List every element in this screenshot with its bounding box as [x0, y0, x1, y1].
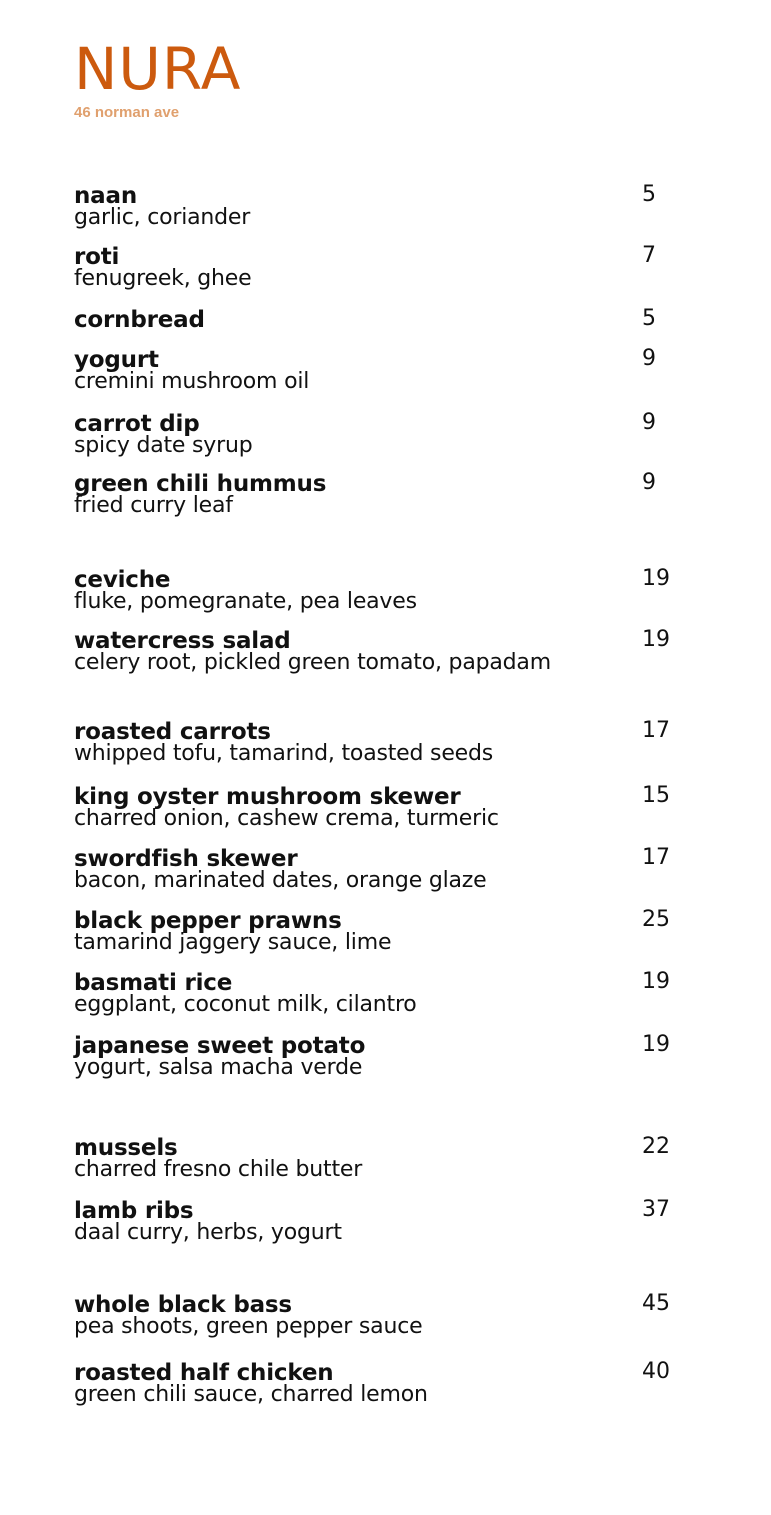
- menu-item-whole-black-bass: [74, 1291, 694, 1339]
- item-name: mussels: [74, 1135, 178, 1161]
- menu-item-roasted-half-chicken: [74, 1359, 694, 1407]
- menu-item-cornbread: [74, 306, 694, 333]
- item-description: cremini mushroom oil: [74, 369, 310, 394]
- item-description: green chili sauce, charred lemon: [74, 1382, 428, 1407]
- item-name: king oyster mushroom skewer: [74, 784, 461, 810]
- item-name: yogurt: [74, 347, 159, 373]
- item-price: 17: [642, 718, 670, 743]
- item-description: celery root, pickled green tomato, papadam: [74, 650, 551, 675]
- menu-item-king-oyster-mushroom-skewer: [74, 783, 694, 831]
- item-price: 15: [642, 783, 670, 808]
- item-description: charred fresno chile butter: [74, 1157, 363, 1182]
- menu-item-japanese-sweet-potato: [74, 1032, 694, 1080]
- brand-header: [74, 35, 242, 121]
- item-name: ceviche: [74, 567, 171, 593]
- item-name: lamb ribs: [74, 1198, 194, 1224]
- item-price: 37: [642, 1197, 670, 1222]
- item-name: black pepper prawns: [74, 908, 342, 934]
- item-name: naan: [74, 183, 137, 209]
- item-price: 19: [642, 627, 670, 652]
- item-name: whole black bass: [74, 1292, 292, 1318]
- item-name: green chili hummus: [74, 471, 327, 497]
- menu-item-carrot-dip: [74, 410, 694, 458]
- restaurant-logo: NURA: [74, 35, 242, 103]
- item-price: 9: [642, 470, 656, 495]
- item-description: fluke, pomegranate, pea leaves: [74, 589, 417, 614]
- item-description: spicy date syrup: [74, 433, 253, 458]
- item-name: carrot dip: [74, 411, 200, 437]
- item-name: basmati rice: [74, 970, 233, 996]
- item-description: garlic, coriander: [74, 205, 251, 230]
- menu-item-black-pepper-prawns: [74, 907, 694, 955]
- item-name: swordfish skewer: [74, 846, 298, 872]
- menu-item-green-chili-hummus: [74, 470, 694, 518]
- item-price: 9: [642, 346, 656, 371]
- item-description: whipped tofu, tamarind, toasted seeds: [74, 741, 494, 766]
- item-price: 19: [642, 1032, 670, 1057]
- item-price: 5: [642, 182, 656, 207]
- item-name: cornbread: [74, 307, 205, 333]
- menu-item-mussels: [74, 1134, 694, 1182]
- item-description: eggplant, coconut milk, cilantro: [74, 992, 417, 1017]
- menu-item-naan: [74, 182, 694, 230]
- item-description: daal curry, herbs, yogurt: [74, 1220, 342, 1245]
- menu-item-roti: [74, 243, 694, 291]
- item-price: 40: [642, 1359, 670, 1384]
- menu-item-roasted-carrots: [74, 718, 694, 766]
- item-price: 7: [642, 243, 656, 268]
- menu-item-ceviche: [74, 566, 694, 614]
- menu-item-basmati-rice: [74, 969, 694, 1017]
- item-description: fenugreek, ghee: [74, 266, 252, 291]
- restaurant-address: 46 norman ave: [74, 104, 180, 121]
- item-price: 19: [642, 969, 670, 994]
- menu-item-watercress-salad: [74, 627, 694, 675]
- item-description: pea shoots, green pepper sauce: [74, 1314, 423, 1339]
- item-price: 19: [642, 566, 670, 591]
- item-price: 25: [642, 907, 670, 932]
- item-price: 17: [642, 845, 670, 870]
- item-description: bacon, marinated dates, orange glaze: [74, 868, 487, 893]
- item-description: tamarind jaggery sauce, lime: [74, 930, 392, 955]
- item-name: roti: [74, 244, 120, 270]
- item-description: fried curry leaf: [74, 493, 233, 518]
- item-description: charred onion, cashew crema, turmeric: [74, 806, 499, 831]
- item-name: japanese sweet potato: [74, 1033, 366, 1059]
- item-price: 22: [642, 1134, 670, 1159]
- menu-item-lamb-ribs: [74, 1197, 694, 1245]
- menu-item-yogurt: [74, 346, 694, 394]
- item-price: 5: [642, 306, 656, 331]
- item-price: 9: [642, 410, 656, 435]
- item-price: 45: [642, 1291, 670, 1316]
- menu-item-swordfish-skewer: [74, 845, 694, 893]
- item-name: roasted carrots: [74, 719, 271, 745]
- item-name: roasted half chicken: [74, 1360, 334, 1386]
- item-description: yogurt, salsa macha verde: [74, 1055, 363, 1080]
- item-name: watercress salad: [74, 628, 291, 654]
